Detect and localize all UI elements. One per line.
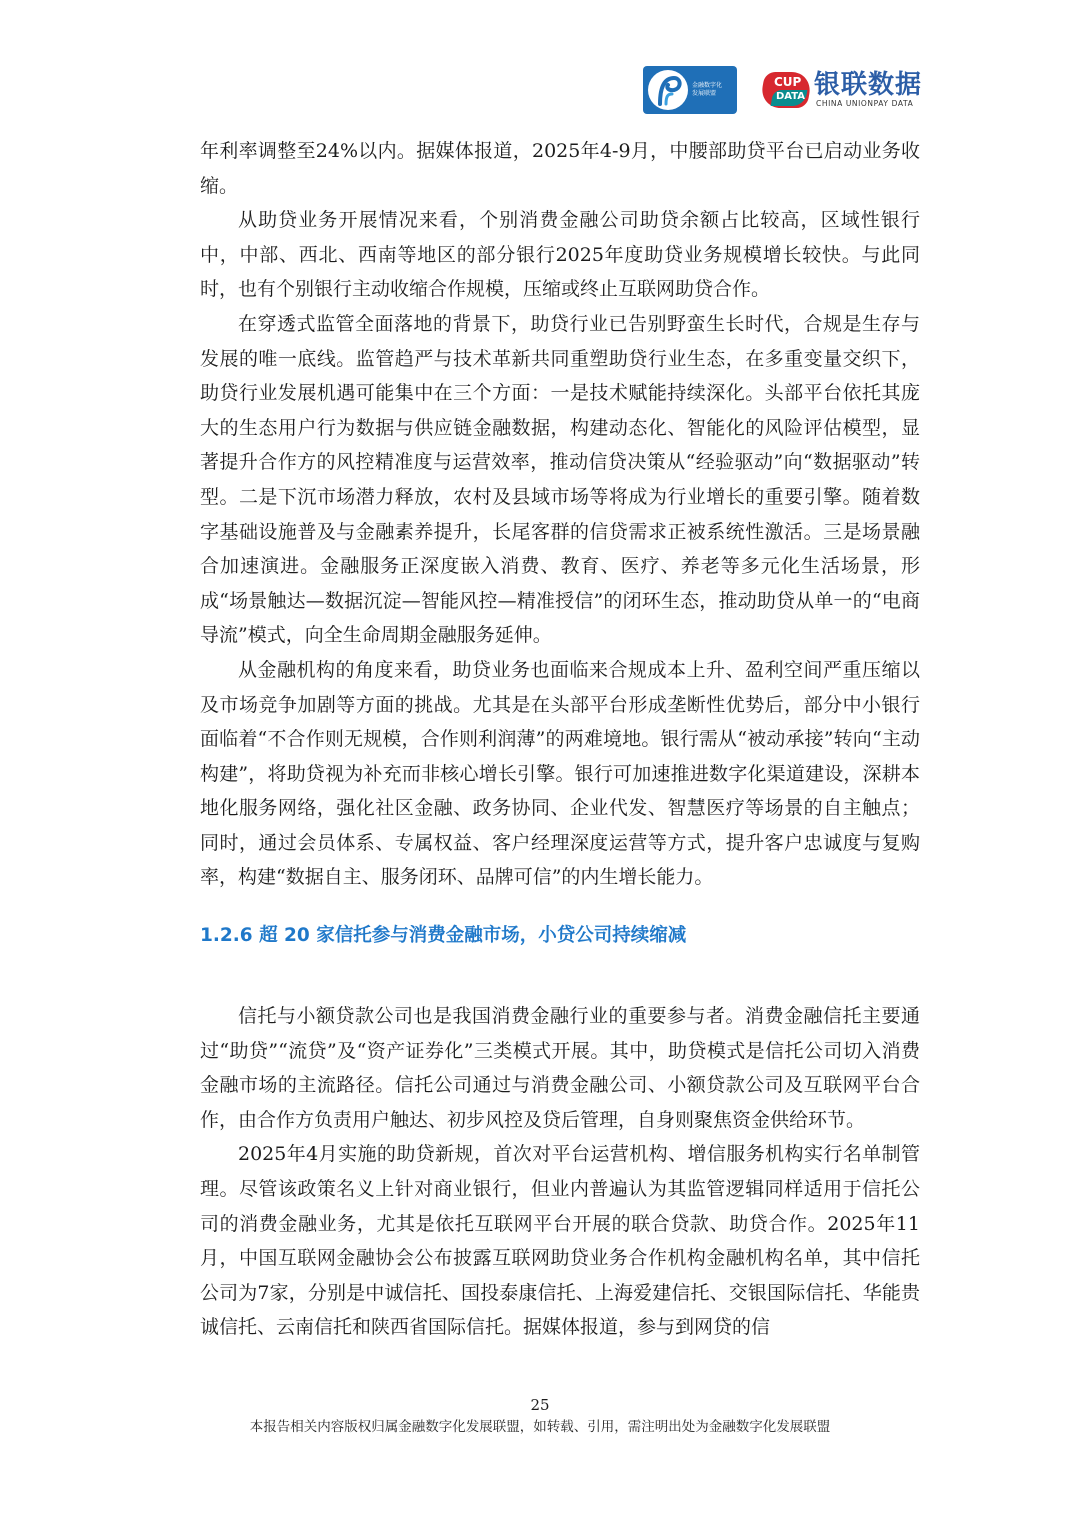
body-paragraph: 年利率调整至24%以内。据媒体报道，2025年4-9月，中腰部助贷平台已启动业务收缩。	[200, 140, 920, 197]
body-paragraph: 2025年4月实施的助贷新规，首次对平台运营机构、增信服务机构实行名单制管理。尽管该政策名义上针对商业银行，但业内普遍认为其监管逻辑同样适用于信托公司的消费金融业务，尤其是依托互联网平台开展的联合贷款、助贷合作。2025年11月，中国互联网金融协会公布披露互联网助贷业务合作机构金融机构名单，其中信托公司为7家，分别是中诚信托、国投泰康信托、上海爱建信托、交银国际信托、华能贵诚信托、云南信托和陕西省国际信托。据媒体报道，参与到网贷的信	[200, 1143, 920, 1339]
page-number: 25	[530, 1396, 550, 1414]
alliance-logo-line-2: 发展联盟	[692, 90, 717, 97]
cup-badge-top-text: CUP	[774, 75, 802, 89]
body-paragraph: 从金融机构的角度来看，助贷业务也面临来合规成本上升、盈利空间严重压缩以及市场竞争加剧等方面的挑战。尤其是在头部平台形成垄断性优势后，部分中小银行面临着“不合作则无规模，合作则利润薄”的两难境地。银行需从“被动承接”转向“主动构建”，将助贷视为补充而非核心增长引擎。银行可加速推进数字化渠道建设，深耕本地化服务网络，强化社区金融、政务协同、企业代发、智慧医疗等场景的自主触点；同时，通过会员体系、专属权益、客户经理深度运营等方式，提升客户忠诚度与复购率，构建“数据自主、服务闭环、品牌可信”的内生增长能力。	[200, 658, 920, 889]
financial-digitalization-alliance-logo	[643, 66, 737, 114]
cup-badge-bottom-text: DATA	[776, 91, 806, 102]
body-paragraph: 信托与小额贷款公司也是我国消费金融行业的重要参与者。消费金融信托主要通过“助贷”“流贷”及“资产证券化”三类模式开展。其中，助贷模式是信托公司切入消费金融市场的主流路径。信托公司通过与消费金融公司、小额贷款公司及互联网平台合作，由合作方负责用户触达、初步风控及贷后管理，自身则聚焦资金供给环节。	[200, 1005, 920, 1131]
alliance-logo-line-1: 金融数字化	[692, 82, 723, 89]
unionpay-data-brand-en: CHINA UNIONPAY DATA	[816, 99, 914, 108]
alliance-mark-icon	[646, 68, 690, 112]
body-paragraph: 从助贷业务开展情况来看，个别消费金融公司助贷余额占比较高，区域性银行中，中部、西北、西南等地区的部分银行2025年度助贷业务规模增长较快。与此同时，也有个别银行主动收缩合作规模，压缩或终止互联网助贷合作。	[200, 209, 920, 301]
unionpay-data-brand-cn: 银联数据	[814, 70, 923, 100]
cup-data-badge-icon	[762, 72, 810, 108]
document-body	[200, 134, 920, 1345]
copyright-footer: 本报告相关内容版权归属金融数字化发展联盟，如转载、引用，需注明出处为金融数字化发展联盟	[249, 1419, 831, 1435]
body-paragraph: 在穿透式监管全面落地的背景下，助贷行业已告别野蛮生长时代，合规是生存与发展的唯一底线。监管趋严与技术革新共同重塑助贷行业生态，在多重变量交织下，助贷行业发展机遇可能集中在三个方面：一是技术赋能持续深化。头部平台依托其庞大的生态用户行为数据与供应链金融数据，构建动态化、智能化的风险评估模型，显著提升合作方的风控精准度与运营效率，推动信贷决策从“经验驱动”向“数据驱动”转型。二是下沉市场潜力释放，农村及县域市场等将成为行业增长的重要引擎。随着数字基础设施普及与金融素养提升，长尾客群的信贷需求正被系统性激活。三是场景融合加速演进。金融服务正深度嵌入消费、教育、医疗、养老等多元化生活场景，形成“场景触达—数据沉淀—智能风控—精准授信”的闭环生态，推动助贷从单一的“电商导流”模式，向全生命周期金融服务延伸。	[200, 312, 920, 647]
unionpay-data-logo	[758, 68, 924, 114]
section-heading: 1.2.6 超 20 家信托参与消费金融市场，小贷公司持续缩减	[200, 925, 687, 947]
